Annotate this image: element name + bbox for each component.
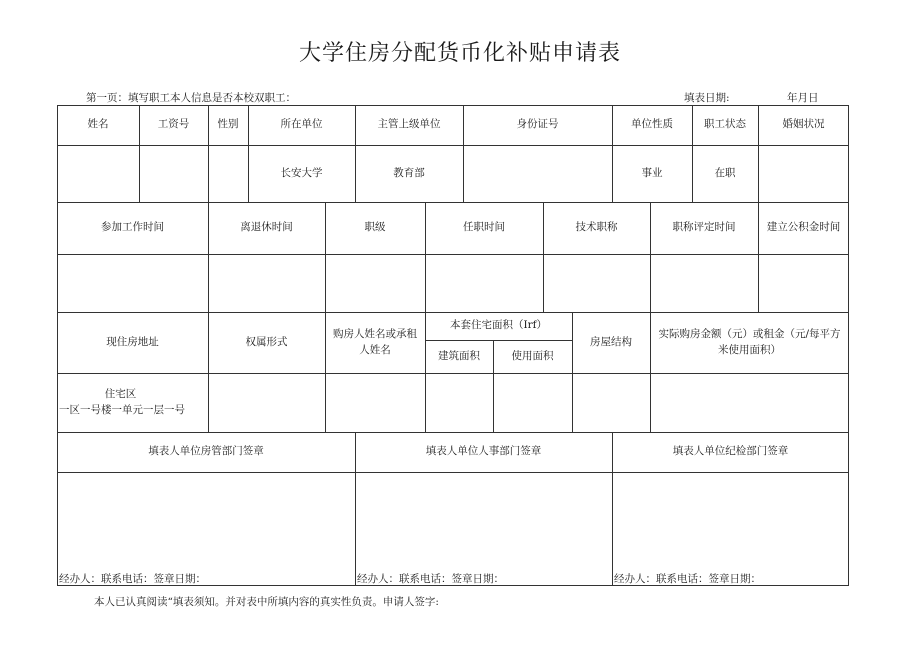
sign-line-discipline: 经办人：联系电话：签章日期： [614,573,761,585]
header-fund-date: 建立公积金时间 [766,221,841,234]
header-build-area: 建筑面积 [438,349,480,362]
sign-line-hr: 经办人：联系电话：签章日期： [357,573,504,585]
header-hr-dept-seal: 填表人单位人事部门签章 [425,445,542,458]
header-note: 第一页：填写职工本人信息是否本校双职工： [86,92,296,104]
header-unit-nature: 单位性质 [631,118,673,131]
header-area-group: 本套住宅面积（Irf） [449,319,548,332]
form-title: 大学住房分配货币化补贴申请表 [298,41,621,66]
header-housing-dept-seal: 填表人单位房管部门签章 [148,445,264,458]
header-superior-unit: 主管上级单位 [377,118,441,131]
header-name: 姓名 [87,118,109,131]
header-house-structure: 房屋结构 [590,335,632,348]
header-purchase-price: 实际购房金额（元）或租金（元/每平方米使用面积） [658,327,841,356]
value-staff-status: 在职 [714,166,736,179]
header-id-number: 身份证号 [516,118,559,131]
address-line-building: 一区一号楼一单元一层一号 [59,403,185,416]
header-unit: 所在单位 [280,118,323,131]
header-retire-time: 离退休时间 [240,221,293,234]
header-address: 现住房地址 [106,335,159,348]
header-work-start: 参加工作时间 [101,221,164,234]
value-superior-unit: 教育部 [393,166,425,179]
header-rank: 职级 [364,221,386,234]
header-discipline-dept-seal: 填表人单位纪检部门签章 [672,445,789,458]
applicant-declaration: 本人已认真阅读“填表须知。并对表中所填内容的真实性负责。申请人签字: [94,596,439,608]
fill-date-value: 年月日 [787,92,819,104]
header-salary-no: 工资号 [157,118,190,131]
header-ownership: 权属形式 [245,335,288,348]
value-address [57,373,208,432]
header-use-area: 使用面积 [511,349,554,362]
sign-line-housing: 经办人：联系电话：签章日期： [59,573,206,585]
value-unit: 长安大学 [280,166,323,179]
header-tech-title: 技术职称 [575,221,618,234]
value-unit-nature: 事业 [641,166,663,179]
header-gender: 性别 [217,118,239,131]
header-marital-status: 婚姻状况 [782,118,825,131]
header-appointment-time: 任职时间 [463,221,505,234]
address-line-residential: 住宅区 [104,387,137,400]
header-staff-status: 职工状态 [704,118,746,131]
header-buyer-name: 购房人姓名或承租人姓名 [333,327,417,356]
header-title-date: 职称评定时间 [672,221,736,234]
fill-date-label: 填表日期: [684,92,730,104]
